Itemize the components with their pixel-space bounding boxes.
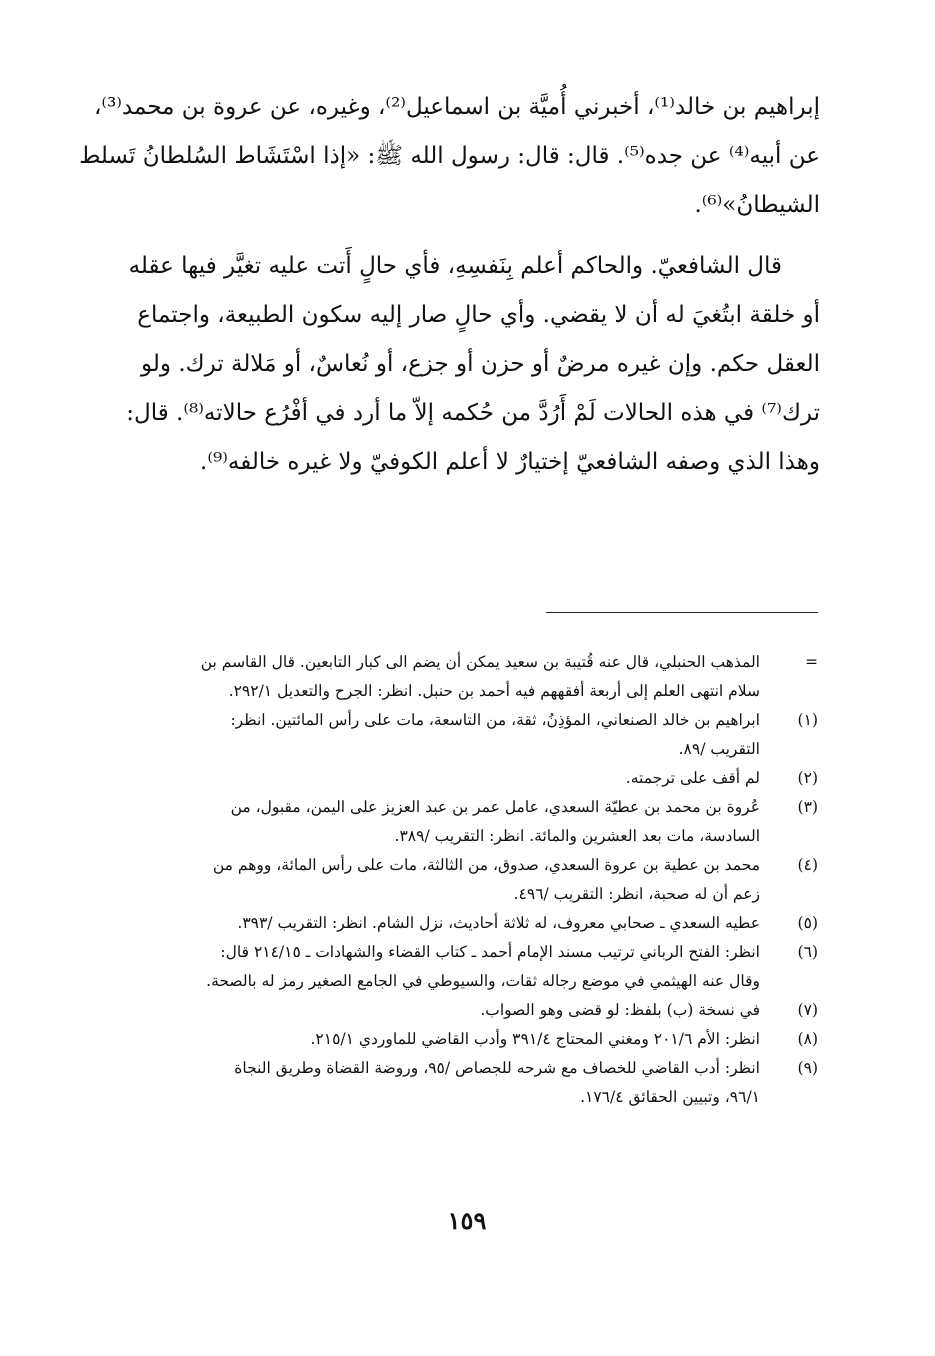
footnote-line: انظر: الأم ٢٠١/٦ ومغني المحتاج ٣٩١/٤ وأدب القاضي للماوردي ٢١٥/١. <box>310 1030 760 1048</box>
hadith-paragraph <box>79 83 820 230</box>
footnote-line: عطيه السعدي ـ صحابي معروف، له ثلاثة أحاديث، نزل الشام. انظر: التقريب /٣٩٣. <box>237 914 760 932</box>
text-line: قال الشافعيّ. والحاكم أعلم بِنَفسِهِ، فأي حالٍ أَتت عليه تغيَّر فيها عقله <box>128 253 782 279</box>
text-line: عن أبيه⁽⁴⁾ عن جده⁽⁵⁾. قال: قال: رسول الله ﷺ: «إذا اسْتَشَاط السُلطانُ تَسلط <box>79 143 820 169</box>
footnote-line: ابراهيم بن خالد الصنعاني، المؤذِنُ، ثقة، من التاسعة، مات على رأس المائتين. انظر: <box>230 711 760 729</box>
footnote-line: وقال عنه الهيثمي في موضع رجاله ثقات، والسيوطي في الجامع الصغير رمز له بالصحة. <box>206 972 760 990</box>
footnote-number: (١) <box>797 711 818 729</box>
footnote-number: (٥) <box>797 914 818 932</box>
footnote-line: انظر: أدب القاضي للخصاف مع شرحه للجصاص /٩٥، وروضة القضاة وطريق النجاة <box>234 1059 760 1077</box>
footnote-number: (٣) <box>797 798 818 816</box>
page-number: ١٥٩ <box>447 1206 487 1235</box>
footnote <box>120 1025 818 1054</box>
text-line: وهذا الذي وصفه الشافعيّ إختيارٌ لا أعلم الكوفيّ ولا غيره خالفه⁽⁹⁾. <box>200 449 820 475</box>
footnotes <box>120 648 818 1112</box>
footnote-line: في نسخة (ب) بلفظ: لو قضى وهو الصواب. <box>480 1001 760 1019</box>
footnote-line: ٩٦/١، وتبيين الحقائق ١٧٦/٤. <box>580 1088 760 1106</box>
footnote <box>120 938 818 996</box>
footnote <box>120 851 818 909</box>
footnote <box>120 764 818 793</box>
footnote-number: (٩) <box>797 1059 818 1077</box>
text-line: إبراهيم بن خالد⁽¹⁾، أخبرني أُميَّة بن اسماعيل⁽²⁾، وغيره، عن عروة بن محمد⁽³⁾، <box>93 94 820 120</box>
text-line: ترك⁽⁷⁾ في هذه الحالات لَمْ أَرُدَّ من حُكمه إلاّ ما أرد في أفْرُع حالاته⁽⁸⁾. قال: <box>126 400 820 426</box>
footnote <box>120 909 818 938</box>
footnote <box>120 996 818 1025</box>
footnote-line: لم أقف على ترجمته. <box>625 769 760 787</box>
footnote-number: (٦) <box>797 943 818 961</box>
footnote-line: التقريب /٨٩. <box>678 740 760 758</box>
footnote <box>120 793 818 851</box>
text-line: العقل حكم. وإن غيره مرضٌ أو حزن أو جزع، أو نُعاسٌ، أو مَلالة ترك. ولو <box>141 351 820 377</box>
footnote-line: محمد بن عطية بن عروة السعدي، صدوق، من الثالثة، مات على رأس المائة، ووهم من <box>212 856 760 874</box>
text-line: أو خلقة ابتُغيَ له أن لا يقضي. وأي حالٍ صار إليه سكون الطبيعة، واجتماع <box>137 302 820 328</box>
footnote-number: (٨) <box>797 1030 818 1048</box>
footnote-line: انظر: الفتح الرباني ترتيب مسند الإمام أحمد ـ كتاب القضاء والشهادات ـ ٢١٤/١٥ قال: <box>220 943 760 961</box>
shafii-paragraph <box>118 242 820 487</box>
footnote-separator <box>546 612 818 613</box>
footnote <box>120 706 818 764</box>
footnote-line: المذهب الحنبلي، قال عنه قُتيبة بن سعيد يمكن أن يضم الى كبار التابعين. قال القاسم بن <box>200 653 760 671</box>
footnote-number: (٢) <box>797 769 818 787</box>
footnote-line: زعم أن له صحبة، انظر: التقريب /٤٩٦. <box>513 885 760 903</box>
footnote <box>120 1054 818 1112</box>
footnote <box>120 648 818 706</box>
footnote-number: (٧) <box>797 1001 818 1019</box>
footnote-number: = <box>805 653 818 671</box>
footnote-line: سلام انتهى العلم إلى أربعة أفقههم فيه أحمد بن حنبل. انظر: الجرح والتعديل ٢٩٢/١. <box>228 682 760 700</box>
footnote-line: السادسة، مات بعد العشرين والمائة. انظر: التقريب /٣٨٩. <box>394 827 760 845</box>
text-line: الشيطانُ»⁽⁶⁾. <box>694 192 820 218</box>
footnote-line: عُروة بن محمد بن عطيّة السعدي، عامل عمر بن عبد العزيز على اليمن، مقبول، من <box>230 798 760 816</box>
footnote-number: (٤) <box>797 856 818 874</box>
